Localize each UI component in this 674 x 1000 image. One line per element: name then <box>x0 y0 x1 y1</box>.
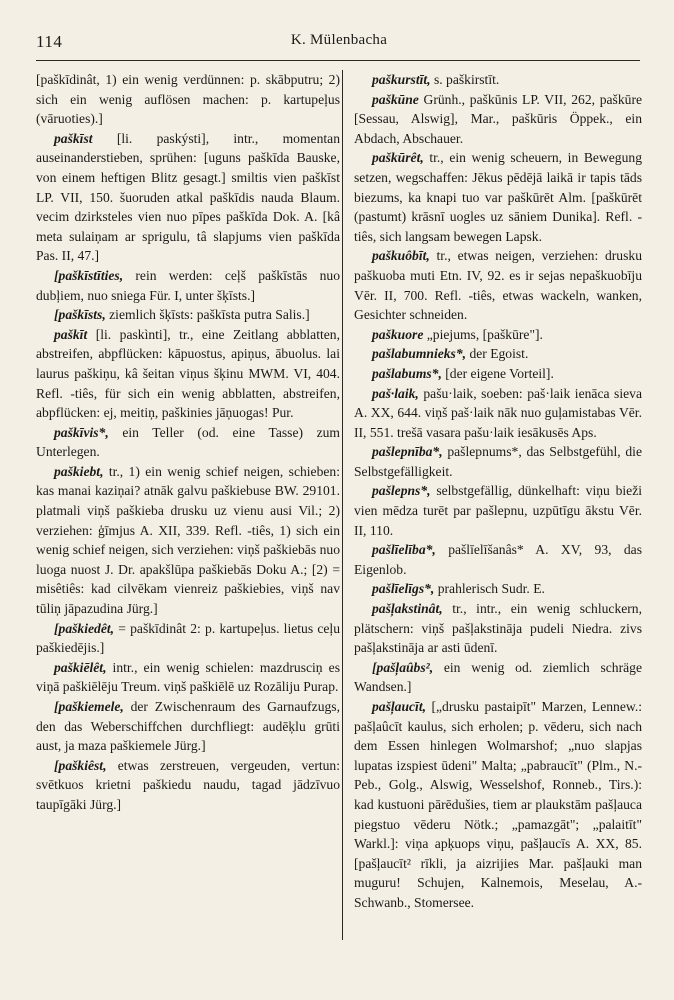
entry-headword: pašlepnība*, <box>372 444 443 460</box>
entry-headword: [paškīsts, <box>54 307 106 323</box>
entry-text: pašlīelīšanâs* A. XV, 93, das Eigenlob. <box>354 542 642 577</box>
entry-headword: paškuôbīt, <box>372 248 430 264</box>
entry-headword: paškīst <box>54 130 93 146</box>
entry-text: der Egoist. <box>466 346 529 362</box>
dictionary-entry <box>354 70 642 90</box>
dictionary-entry <box>354 442 642 481</box>
dictionary-entry <box>36 266 340 305</box>
entry-headword: paškīvis*, <box>54 424 109 440</box>
dictionary-entry <box>36 619 340 658</box>
entry-text: tr., ein wenig scheuern, in Bewegung setzen, wegschaffen: Jēkus pēdējā laikā ir tapis tāds biezums, ka knapi tuo var paškūrēt Alm. [paškūrēt (pastumt) krāsnī uogles uz sāniem Dunika]. Refl. -tiês, sich langsam bewegen Lapsk. <box>354 150 642 244</box>
entry-headword: [paškiemele, <box>54 699 124 714</box>
dictionary-entry <box>354 246 642 324</box>
entry-text: pašlepnums*, das Selbstgefühl, die Selbstgefälligkeit. <box>354 444 642 479</box>
entry-text: [„drusku pastaipīt" Marzen, Lennew.: pašļaûcīt kaulus, sich erholen; p. vēderu, sich nach dem Essen hinlegen Wolmarshof; „nuo slapjas lupatas izspiest ūdeni" Malta; „pabraucīt" (Plm., N.-Peb., Golg., Alswig, Wesselshof, Ronneb., Tirs.): kad kustuoni pārēdušies, tiem ar plaukstām pašļauca piegstuo vēderu Nötk.; „pamazgāt"; „palaitīt" Warkl.]: viņa apķuops viņu, pašļaucīs A. XX, 85. [pašļaucīt² rīkli, ja aizrijies Mar. pašļauki man muguru! Schujen, Kalnemois, Meselau, A.-Schwanb., Stomersee. <box>354 699 642 910</box>
entry-headword: pašlabums*, <box>372 365 442 381</box>
entry-text: Grünh., paškūnis LP. VII, 262, paškūre [Sessau, Alswig], Mar., paškūris Öppek., ein Abdach, Abschauer. <box>354 91 642 146</box>
entry-headword: pašlīelīgs*, <box>372 581 435 597</box>
entry-text: rein werden: ceļš paškīstās nuo dubļiem, nuo sniega Für. I, unter šķīsts.] <box>36 267 340 303</box>
entry-text: „piejums, [paškūre"]. <box>423 326 543 342</box>
entry-text: tr., etwas neigen, verziehen: drusku paškuoba muti Etn. IV, 92. es ir sejas nepaškuobīju Vēr. II, 700. Refl. -tiês, etwas wackeln, wanken, Gesichter schneiden. <box>354 248 642 323</box>
entry-headword: [paškiêst, <box>54 757 107 773</box>
dictionary-entry <box>354 579 642 599</box>
entry-headword: paškūne <box>372 91 419 107</box>
dictionary-entry <box>354 90 642 149</box>
entry-text: tr., 1) ein wenig schief neigen, schieben: kas manai kaziņai? atnāk galvu paškiebuse BW. 29101. platmali viņš paškieba drusku uz vienu ausi Vil.; 2) verziehen: ģīmjus A. XII, 339. Refl. -tiês, 1) sich ein wenig schief neigen, sich verziehen: viņš paškiebās nuo luoga nuost J. Dr. apakšlūpa paškiebās Doku A.; [2) = misêtiês: kad cilvēkam vienreiz paškiebies, viņš nav tūliņ jāpazudina Jürg.] <box>36 463 340 617</box>
entry-headword: paškurstīt, <box>372 72 431 87</box>
header-rule <box>36 60 640 61</box>
right-column <box>354 70 642 913</box>
entry-text: ein Teller (od. eine Tasse) zum Unterlegen. <box>36 424 340 460</box>
dictionary-entry <box>36 462 340 619</box>
dictionary-entry <box>36 697 340 756</box>
dictionary-entry <box>354 384 642 443</box>
entry-headword: paškūrêt, <box>372 150 424 166</box>
page-header <box>36 32 642 58</box>
entry-text: selbstgefällig, dünkelhaft: viņu bieži vien mēdza turēt par pašlepnu, uzpūtīgu ākstu Vēr. II, 110. <box>354 483 642 538</box>
entry-headword: [pašļaûbs², <box>372 659 434 675</box>
dictionary-entry <box>354 148 642 246</box>
column-divider <box>342 70 343 940</box>
entry-text: intr., ein wenig schielen: mazdrusciņ es viņā paškiēlēju Treum. viņš paškiēlē uz Rozāliju Purap. <box>36 659 340 695</box>
entry-text: [li. paskýsti], intr., momentan auseinanderstieben, sprühen: [uguns paškīda Bauske, von einem heftigen Blitz gesagt.] smiltis vien paškīst LP. VII, 150. šuoruden atkal paškīdis nauda Blaum. vecim dzirksteles vien nuo pīpes paškīda Dok. A. [kâ meta sulaiņam ar sprigulu, tâ slapjums vien paškīda Pas. II, 47.] <box>36 130 340 264</box>
left-column <box>36 70 340 815</box>
entry-headword: pašļakstinât, <box>372 601 443 617</box>
entry-headword: pašļaucīt, <box>372 699 427 714</box>
dictionary-entry <box>36 423 340 462</box>
entry-text: [paškīdinât, 1) ein wenig verdünnen: p. skābputru; 2) sich ein wenig auflösen machen: p. kartupeļus (vāruoties).] <box>36 72 340 127</box>
dictionary-entry <box>354 697 642 913</box>
entry-headword: paškiēlêt, <box>54 659 107 675</box>
entry-headword: paškiebt, <box>54 463 104 479</box>
entry-text: = paškīdinât 2: p. kartupeļus. lietus ceļu paškiedējis.] <box>36 620 340 656</box>
entry-headword: pašlepns*, <box>372 483 431 499</box>
entry-headword: paškīt <box>54 326 88 342</box>
entry-headword: paš·laik, <box>372 385 419 401</box>
entry-text: ein wenig od. ziemlich schräge Wandsen.] <box>354 659 642 695</box>
dictionary-entry <box>36 70 340 129</box>
dictionary-entry <box>354 325 642 345</box>
entry-text: prahlerisch Sudr. E. <box>434 581 545 597</box>
entry-text: [li. paskìnti], tr., eine Zeitlang abblatten, abstreifen, abpflücken: kāpuostus, apiņus, ābuolus. lai laurus paškiņu, kâ šeitan viņus šķinu MWM. VI, 404. Refl. -tiês, für sich ein wenig abblatten, abstreifen, abpflücken: ej, meitiņ, paškinies jāņuogas! Pur. <box>36 326 340 421</box>
entry-text: pašu·laik, soeben: paš·laik ienāca sieva A. XX, 644. viņš paš·laik nāk nuo guļamistabas Vēr. II, 551. trešā vasara pašu·laik iesākusēs Aps. <box>354 385 642 440</box>
entry-text: tr., intr., ein wenig schluckern, plätschern: viņš pašļakstināja pudeli Niedra. zivs pašļakstināja ar asti ūdenī. <box>354 601 642 656</box>
dictionary-entry <box>354 481 642 540</box>
entry-text: [der eigene Vorteil]. <box>441 365 554 381</box>
dictionary-entry <box>36 305 340 325</box>
entry-headword: paškuore <box>372 326 424 342</box>
dictionary-entry <box>36 756 340 815</box>
entry-text: etwas zerstreuen, vergeuden, vertun: svētkuos krietni paškiedu naudu, tagad jādzīvuo taupīgāki Jürg.] <box>36 757 340 812</box>
dictionary-entry <box>354 540 642 579</box>
dictionary-entry <box>36 325 340 423</box>
dictionary-entry <box>354 364 642 384</box>
dictionary-entry <box>36 129 340 266</box>
dictionary-entry <box>354 344 642 364</box>
entry-headword: [paškiedêt, <box>54 620 115 636</box>
dictionary-entry <box>36 658 340 697</box>
dictionary-entry <box>354 658 642 697</box>
entry-text: der Zwischenraum des Garnaufzugs, den das Weberschiffchen durchfliegt: audēķlu grūti aust, ja maza paškiemele Jürg.] <box>36 699 340 754</box>
entry-headword: pašlīelība*, <box>372 542 436 558</box>
entry-headword: [paškīstīties, <box>54 267 124 283</box>
entry-headword: pašlabumnieks*, <box>372 346 467 362</box>
running-title: K. Mülenbacha <box>290 32 388 48</box>
entry-text: ziemlich šķīsts: paškīsta putra Salis.] <box>105 307 310 323</box>
entry-text: s. paškirstīt. <box>430 72 500 87</box>
page-number: 114 <box>36 32 63 51</box>
dictionary-entry <box>354 599 642 658</box>
